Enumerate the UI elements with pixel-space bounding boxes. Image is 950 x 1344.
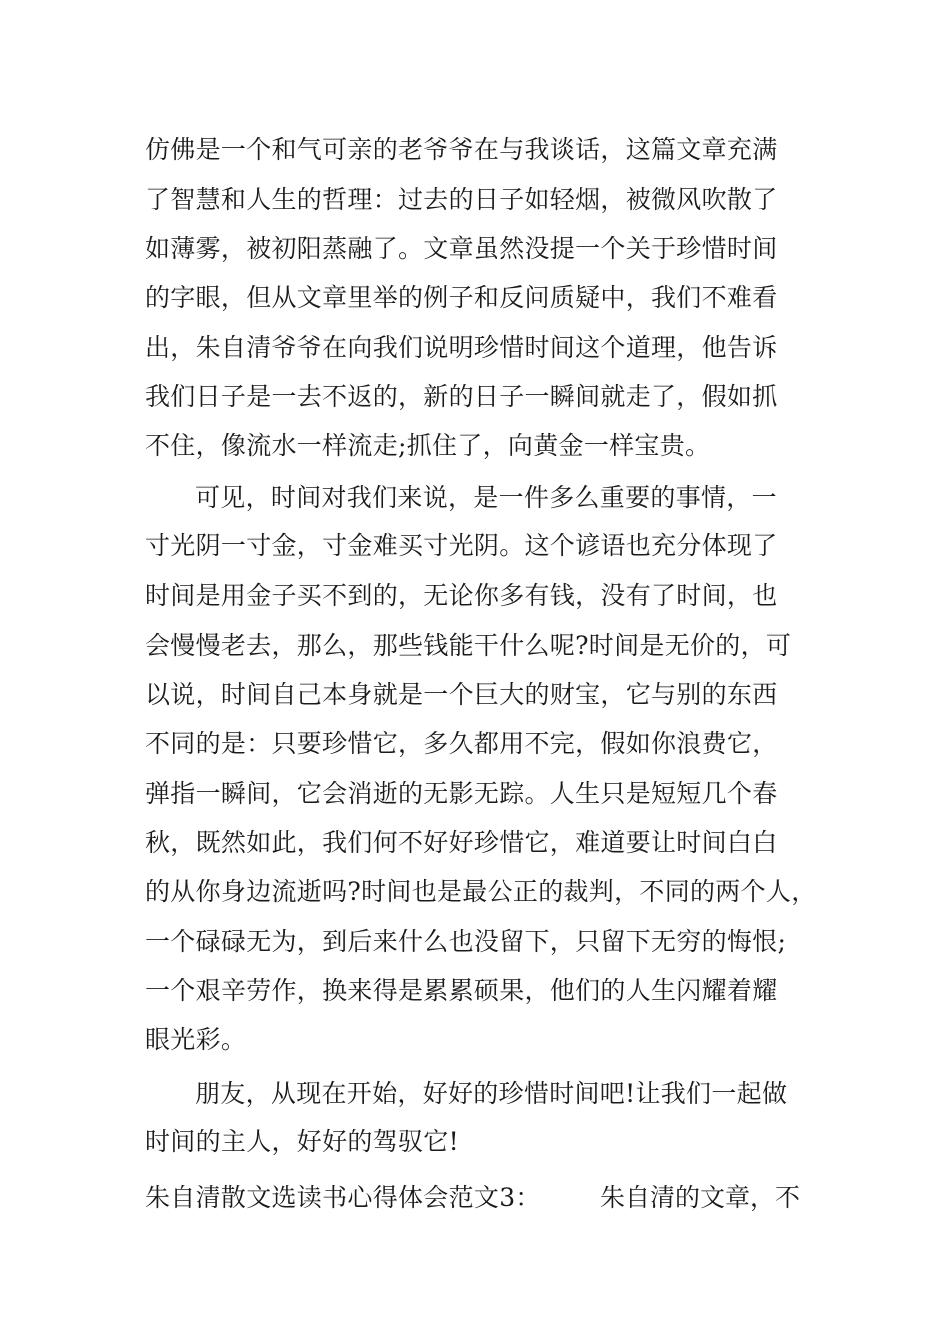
paragraph-line: 不同的是：只要珍惜它，多久都用不完，假如你浪费它， [145, 729, 778, 758]
paragraph-line: 时间是用金子买不到的，无论你多有钱，没有了时间，也 [145, 581, 778, 610]
paragraph-line: 弹指一瞬间，它会消逝的无影无踪。人生只是短短几个春 [145, 779, 778, 808]
paragraph-line: 不住，像流水一样流走;抓住了，向黄金一样宝贵。 [145, 431, 711, 460]
paragraph-line: 如薄雾，被初阳蒸融了。文章虽然没提一个关于珍惜时间 [145, 234, 778, 263]
paragraph-line: 可见，时间对我们来说，是一件多么重要的事情，一 [195, 483, 777, 512]
paragraph-line: 我们日子是一去不返的，新的日子一瞬间就走了，假如抓 [145, 382, 778, 411]
paragraph-line: 秋，既然如此，我们何不好好珍惜它，难道要让时间白白 [145, 828, 778, 857]
section-next-text: 朱自清的文章，不 [600, 1183, 801, 1212]
paragraph-line: 一个艰辛劳作，换来得是累累硕果，他们的人生闪耀着耀 [145, 976, 778, 1005]
paragraph-line: 一个碌碌无为，到后来什么也没留下，只留下无穷的悔恨; [145, 927, 787, 956]
paragraph-line: 的从你身边流逝吗?时间也是最公正的裁判，不同的两个人， [145, 877, 817, 906]
paragraph-line: 仿佛是一个和气可亲的老爷爷在与我谈话，这篇文章充满 [145, 135, 778, 164]
paragraph-line: 了智慧和人生的哲理：过去的日子如轻烟，被微风吹散了 [145, 185, 778, 214]
paragraph-line: 以说，时间自己本身就是一个巨大的财宝，它与别的东西 [145, 680, 778, 709]
paragraph-line: 时间的主人，好好的驾驭它! [145, 1127, 459, 1156]
paragraph-line: 的字眼，但从文章里举的例子和反问质疑中，我们不难看 [145, 283, 778, 312]
paragraph-line: 寸光阴一寸金，寸金难买寸光阴。这个谚语也充分体现了 [145, 531, 778, 560]
paragraph-line: 朋友，从现在开始，好好的珍惜时间吧!让我们一起做 [195, 1079, 788, 1108]
paragraph-line: 会慢慢老去，那么，那些钱能干什么呢?时间是无价的，可 [145, 631, 792, 660]
section-heading: 朱自清散文选读书心得体会范文3： [145, 1183, 541, 1212]
paragraph-line: 出，朱自清爷爷在向我们说明珍惜时间这个道理，他告诉 [145, 333, 778, 362]
paragraph-line: 眼光彩。 [145, 1025, 247, 1054]
